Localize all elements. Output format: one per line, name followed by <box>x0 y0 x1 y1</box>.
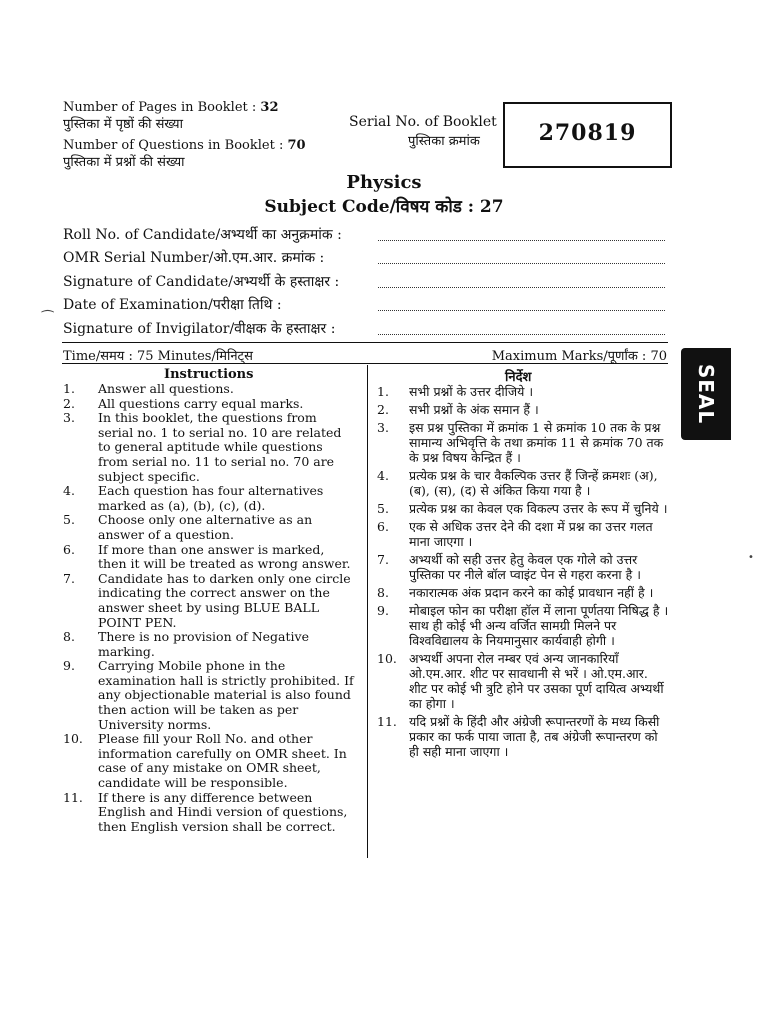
list-item: 7. Candidate has to darken only one circle indicating the correct answer on the answer sheet by using BLUE BALL POINT PEN. <box>63 570 351 630</box>
list-item: 10. अभ्यर्थी अपना रोल नम्बर एवं अन्य जानकारियाँ ओ.एम.आर. शीट पर सावधानी से भरें । ओ.एम.आर. शीट पर कोई भी त्रुटि होने पर उसका पूर्ण दायित्व अभ्यर्थी का होगा । <box>377 651 664 711</box>
list-item: 1. सभी प्रश्नों के उत्तर दीजिये । <box>377 384 534 399</box>
nirdesh-heading: निर्देश <box>505 370 532 385</box>
field-roll-label: Roll No. of Candidate/अभ्यर्थी का अनुक्रमांक : <box>63 227 342 243</box>
questions-value: 70 <box>287 138 306 153</box>
field-date-line[interactable] <box>378 310 665 311</box>
list-item: 6. If more than one answer is marked, then it will be treated as wrong answer. <box>63 541 351 572</box>
rule-bottom <box>62 363 668 364</box>
list-item: 7. अभ्यर्थी को सही उत्तर हेतु केवल एक गोले को उत्तर पुस्तिका पर नीले बॉल प्वाइंट पेन से गहरा करना है । <box>377 552 641 582</box>
list-item: 2. सभी प्रश्नों के अंक समान हैं । <box>377 402 539 417</box>
field-candidate-sign-line[interactable] <box>378 287 665 288</box>
serial-label: Serial No. of Booklet <box>349 114 497 130</box>
time-line: Time/समय : 75 Minutes/मिनिट्स <box>63 349 253 364</box>
pages-value: 32 <box>260 100 279 115</box>
list-item: 9. Carrying Mobile phone in the examination hall is strictly prohibited. If any objectionable material is also found then action will be taken as per University norms. <box>63 658 354 732</box>
list-item: 11. If there is any difference between English and Hindi version of questions, then English version shall be correct. <box>63 789 348 834</box>
list-item: 6. एक से अधिक उत्तर देने की दशा में प्रश्न का उत्तर गलत माना जाएगा । <box>377 519 653 549</box>
serial-box <box>503 102 672 168</box>
list-item: 8. नकारात्मक अंक प्रदान करने का कोई प्रावधान नहीं है । <box>377 585 654 600</box>
rule-top <box>62 342 668 343</box>
list-item: 2. All questions carry equal marks. <box>63 395 304 411</box>
subject-title: Physics <box>346 172 422 193</box>
list-item: 10. Please fill your Roll No. and other information carefully on OMR sheet. In case of any mistake on OMR sheet, candidate will be responsible. <box>63 731 347 791</box>
field-invigilator-sign-line[interactable] <box>378 334 665 335</box>
field-omr-line[interactable] <box>378 263 665 264</box>
subject-code: Subject Code/विषय कोड : 27 <box>264 197 504 217</box>
column-divider <box>367 365 368 858</box>
field-date-label: Date of Examination/परीक्षा तिथि : <box>63 297 282 313</box>
list-item: 4. Each question has four alternatives marked as (a), (b), (c), (d). <box>63 483 324 513</box>
serial-hindi: पुस्तिका क्रमांक <box>408 134 480 149</box>
serial-number: 270819 <box>538 120 637 146</box>
field-roll-line[interactable] <box>378 240 665 241</box>
list-item: 5. Choose only one alternative as an answer of a question. <box>63 512 313 542</box>
seal-label: SEAL <box>694 363 718 425</box>
list-item: 8. There is no provision of Negative marking. <box>63 629 309 659</box>
field-invigilator-sign-label: Signature of Invigilator/वीक्षक के हस्ताक्षर : <box>63 321 336 337</box>
field-candidate-sign-label: Signature of Candidate/अभ्यर्थी के हस्ताक्षर : <box>63 274 340 290</box>
speck-mark: • <box>748 552 754 563</box>
field-omr-label: OMR Serial Number/ओ.एम.आर. क्रमांक : <box>63 250 325 266</box>
pages-line <box>63 100 279 116</box>
nirdesh-list <box>377 384 669 759</box>
pages-hindi: पुस्तिका में पृष्ठों की संख्या <box>63 117 183 132</box>
instructions-list <box>63 382 355 834</box>
seal-tab <box>681 348 731 440</box>
instructions-heading: Instructions <box>164 367 254 382</box>
pen-mark: ⁀ <box>42 311 54 327</box>
list-item: 9. मोबाइल फोन का परीक्षा हॉल में लाना पूर्णतया निषिद्ध है । साथ ही कोई भी अन्य वर्जित सामग्री मिलने पर विश्वविद्यालय के नियमानुसार कार्यवाही होगी । <box>377 603 669 648</box>
list-item: 5. प्रत्येक प्रश्न का केवल एक विकल्प उत्तर के रूप में चुनिये । <box>377 501 668 516</box>
list-item: 11. यदि प्रश्नों के हिंदी और अंग्रेजी रूपान्तरणों के मध्य किसी प्रकार का फर्क पाया जाता है, तब अंग्रेजी रूपान्तरण को ही सही माना जाएगा । <box>377 714 660 759</box>
pages-label: Number of Pages in Booklet : <box>63 100 257 115</box>
marks-line: Maximum Marks/पूर्णांक : 70 <box>491 349 667 364</box>
list-item: 3. In this booklet, the questions from serial no. 1 to serial no. 10 are related to general aptitude while questions from serial no. 11 to serial no. 70 are subject specific. <box>63 410 342 484</box>
questions-label: Number of Questions in Booklet : <box>63 138 284 153</box>
list-item: 1. Answer all questions. <box>63 381 234 396</box>
list-item: 4. प्रत्येक प्रश्न के चार वैकल्पिक उत्तर हैं जिन्हें क्रमशः (अ), (ब), (स), (द) से अंकित किया गया है । <box>377 468 658 498</box>
list-item: 3. इस प्रश्न पुस्तिका में क्रमांक 1 से क्रमांक 10 तक के प्रश्न सामान्य अभिवृत्ति के तथा क्रमांक 11 से क्रमांक 70 तक के प्रश्न विषय केन्द्रित हैं । <box>377 420 664 465</box>
questions-line <box>63 138 306 154</box>
questions-hindi: पुस्तिका में प्रश्नों की संख्या <box>63 155 185 170</box>
